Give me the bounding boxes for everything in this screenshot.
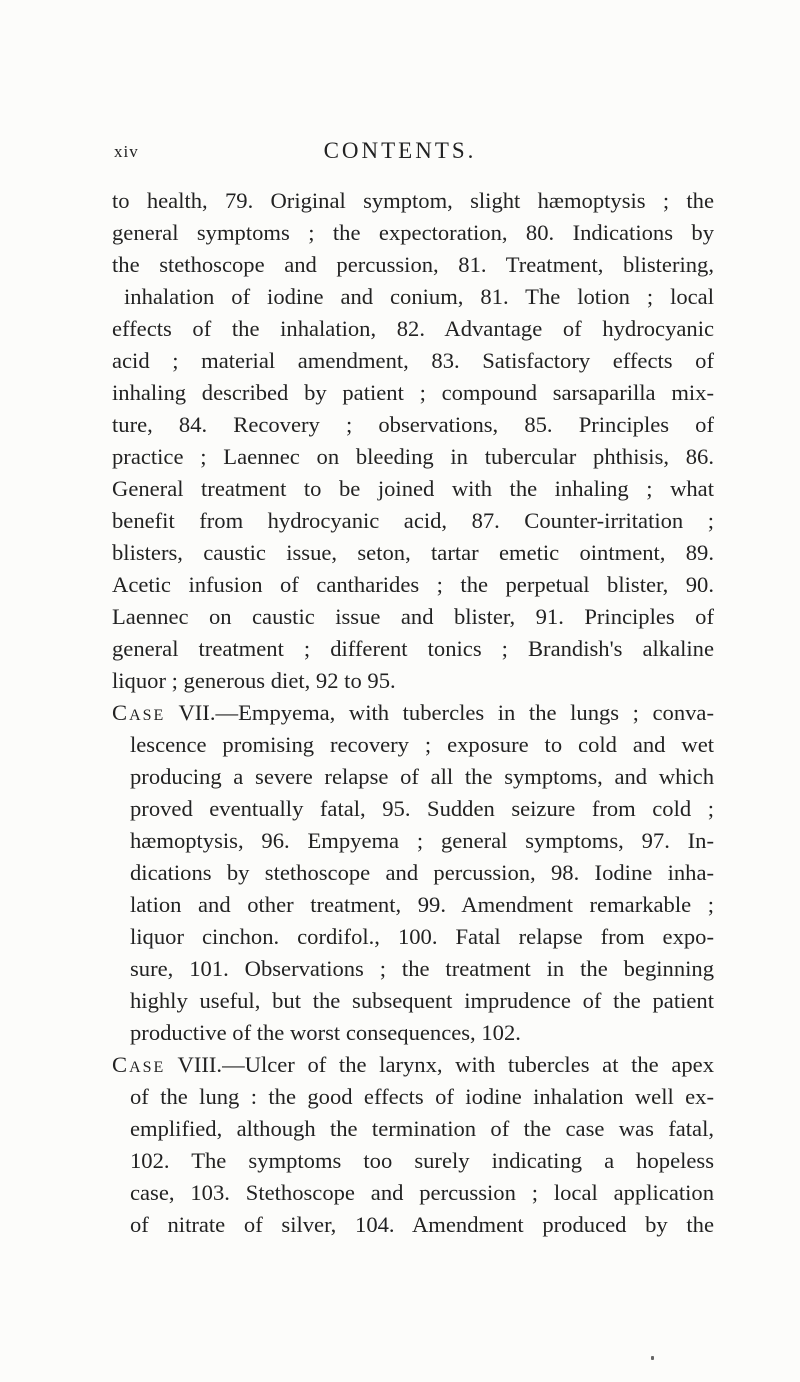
running-head: CONTENTS. bbox=[323, 138, 477, 163]
text-line: inhaling described by patient ; compound sarsaparilla mix- bbox=[112, 380, 714, 405]
case-eight-heading-line bbox=[112, 1049, 714, 1081]
case-seven-text: VII.—Empyema, with tubercles in the lungs ; conva- bbox=[178, 700, 714, 725]
text-line: proved eventually fatal, 95. Sudden seizure from cold ; bbox=[130, 796, 714, 821]
ink-speck bbox=[651, 1356, 654, 1360]
text-line: benefit from hydrocyanic acid, 87. Counter-irritation ; bbox=[112, 508, 714, 533]
text-line: liquor cinchon. cordifol., 100. Fatal relapse from expo- bbox=[130, 924, 714, 949]
case-eight-text: VIII.—Ulcer of the larynx, with tubercles at the apex bbox=[177, 1052, 714, 1077]
text-line: liquor ; generous diet, 92 to 95. bbox=[112, 668, 396, 693]
text-line: to health, 79. Original symptom, slight hæmoptysis ; the bbox=[112, 188, 714, 213]
case-label: Case bbox=[112, 1052, 166, 1077]
text-line: dications by stethoscope and percussion, 98. Iodine inha- bbox=[130, 860, 714, 885]
text-line: the stethoscope and percussion, 81. Treatment, blistering, bbox=[112, 252, 714, 277]
case-label: Case bbox=[112, 700, 166, 725]
text-line: General treatment to be joined with the inhaling ; what bbox=[112, 476, 714, 501]
text-line: of the lung : the good effects of iodine inhalation well ex- bbox=[130, 1084, 714, 1109]
text-line: ture, 84. Recovery ; observations, 85. Principles of bbox=[112, 412, 714, 437]
text-line: highly useful, but the subsequent imprudence of the patient bbox=[130, 988, 714, 1013]
text-line: blisters, caustic issue, seton, tartar emetic ointment, 89. bbox=[112, 540, 714, 565]
text-line: case, 103. Stethoscope and percussion ; local application bbox=[130, 1180, 714, 1205]
text-line: Acetic infusion of cantharides ; the perpetual blister, 90. bbox=[112, 572, 714, 597]
page-header bbox=[0, 138, 800, 168]
text-line: hæmoptysis, 96. Empyema ; general symptoms, 97. In- bbox=[130, 828, 714, 853]
text-line: 102. The symptoms too surely indicating a hopeless bbox=[130, 1148, 714, 1173]
text-line: of nitrate of silver, 104. Amendment produced by the bbox=[130, 1212, 714, 1237]
text-line: lescence promising recovery ; exposure to cold and wet bbox=[130, 732, 714, 757]
case-seven-heading-line bbox=[112, 697, 714, 729]
text-line: inhalation of iodine and conium, 81. The lotion ; local bbox=[124, 284, 714, 309]
text-line: general treatment ; different tonics ; Brandish's alkaline bbox=[112, 636, 714, 661]
text-line: producing a severe relapse of all the symptoms, and which bbox=[130, 764, 714, 789]
contents-text bbox=[112, 185, 714, 1241]
page-number: xiv bbox=[114, 142, 139, 161]
text-line: sure, 101. Observations ; the treatment in the beginning bbox=[130, 956, 714, 981]
text-line: emplified, although the termination of the case was fatal, bbox=[130, 1116, 714, 1141]
text-line: effects of the inhalation, 82. Advantage of hydrocyanic bbox=[112, 316, 714, 341]
text-line: Laennec on caustic issue and blister, 91. Principles of bbox=[112, 604, 714, 629]
text-line: practice ; Laennec on bleeding in tubercular phthisis, 86. bbox=[112, 444, 714, 469]
text-line: acid ; material amendment, 83. Satisfactory effects of bbox=[112, 348, 714, 373]
text-line: productive of the worst consequences, 102. bbox=[130, 1020, 521, 1045]
text-line: general symptoms ; the expectoration, 80. Indications by bbox=[112, 220, 714, 245]
text-line: lation and other treatment, 99. Amendment remarkable ; bbox=[130, 892, 714, 917]
